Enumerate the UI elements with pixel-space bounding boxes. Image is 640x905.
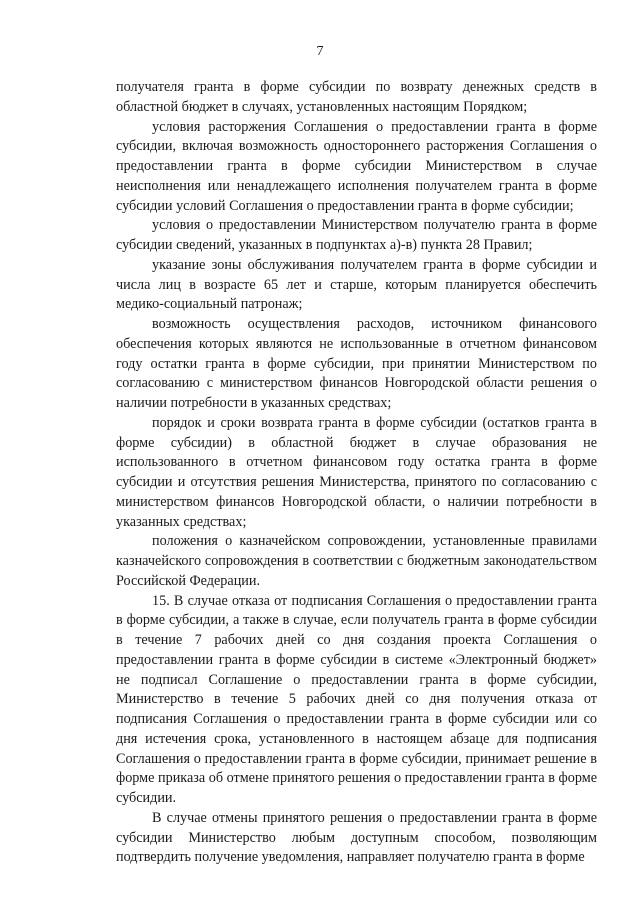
paragraph: возможность осуществления расходов, источником финансового обеспечения которых являются не использованные в отчетном финансовом году остатки гранта в форме субсидии, при принятии Министерством по согласованию с министерством финансов Новгородской области решения о наличии потребности в указанных средствах; <box>116 316 597 411</box>
paragraph: порядок и сроки возврата гранта в форме субсидии (остатков гранта в форме субсидии) в областной бюджет в случае образования не использованного в отчетном финансовом году остатка гранта в форме субсидии и отсутствия решения Министерства, принятого по согласованию с министерством финансов Новгородской области, о наличии потребности в указанных средствах; <box>116 414 597 530</box>
paragraph: положения о казначейском сопровождении, установленные правилами казначейского сопровождения в соответствии с бюджетным законодательством Российской Федерации. <box>116 533 597 589</box>
paragraph: указание зоны обслуживания получателем гранта в форме субсидии и числа лиц в возрасте 65 лет и старше, которым планируется обеспечить медико-социальный патронаж; <box>116 256 597 313</box>
paragraph: 15. В случае отказа от подписания Соглашения о предоставлении гранта в форме субсидии, а также в случае, если получатель гранта в форме субсидии в течение 7 рабочих дней со дня создания проекта Соглашения о предоставлении гранта в форме субсидии в системе «Электронный бюджет» не подписал Соглашение о предоставлении гранта в форме субсидии, Министерство в течение 5 рабочих дней со дня получения отказа от подписания Соглашения о предоставлении гранта в форме субсидии или со дня истечения срока, установленного в настоящем абзаце для подписания Соглашения о предоставлении гранта в форме субсидии, принимает решение в форме приказа об отмене принятого решения о предоставлении гранта в форме субсидии. <box>116 592 597 806</box>
paragraph: условия о предоставлении Министерством получателю гранта в форме субсидии сведений, указанных в подпунктах а)-в) пункта 28 Правил; <box>116 217 597 253</box>
document-body <box>116 78 597 868</box>
paragraph: условия расторжения Соглашения о предоставлении гранта в форме субсидии, включая возможность одностороннего расторжения Соглашения о предоставлении гранта в форме субсидии Министерством в случае неисполнения или ненадлежащего исполнения получателем гранта в форме субсидии условий Соглашения о предоставлении гранта в форме субсидии; <box>116 118 597 214</box>
page-number: 7 <box>316 44 324 59</box>
paragraph: В случае отмены принятого решения о предоставлении гранта в форме субсидии Министерство любым доступным способом, позволяющим подтвердить получение уведомления, направляет получателю гранта в форме <box>116 809 597 866</box>
paragraph: получателя гранта в форме субсидии по возврату денежных средств в областной бюджет в случаях, установленных настоящим Порядком; <box>116 79 597 115</box>
